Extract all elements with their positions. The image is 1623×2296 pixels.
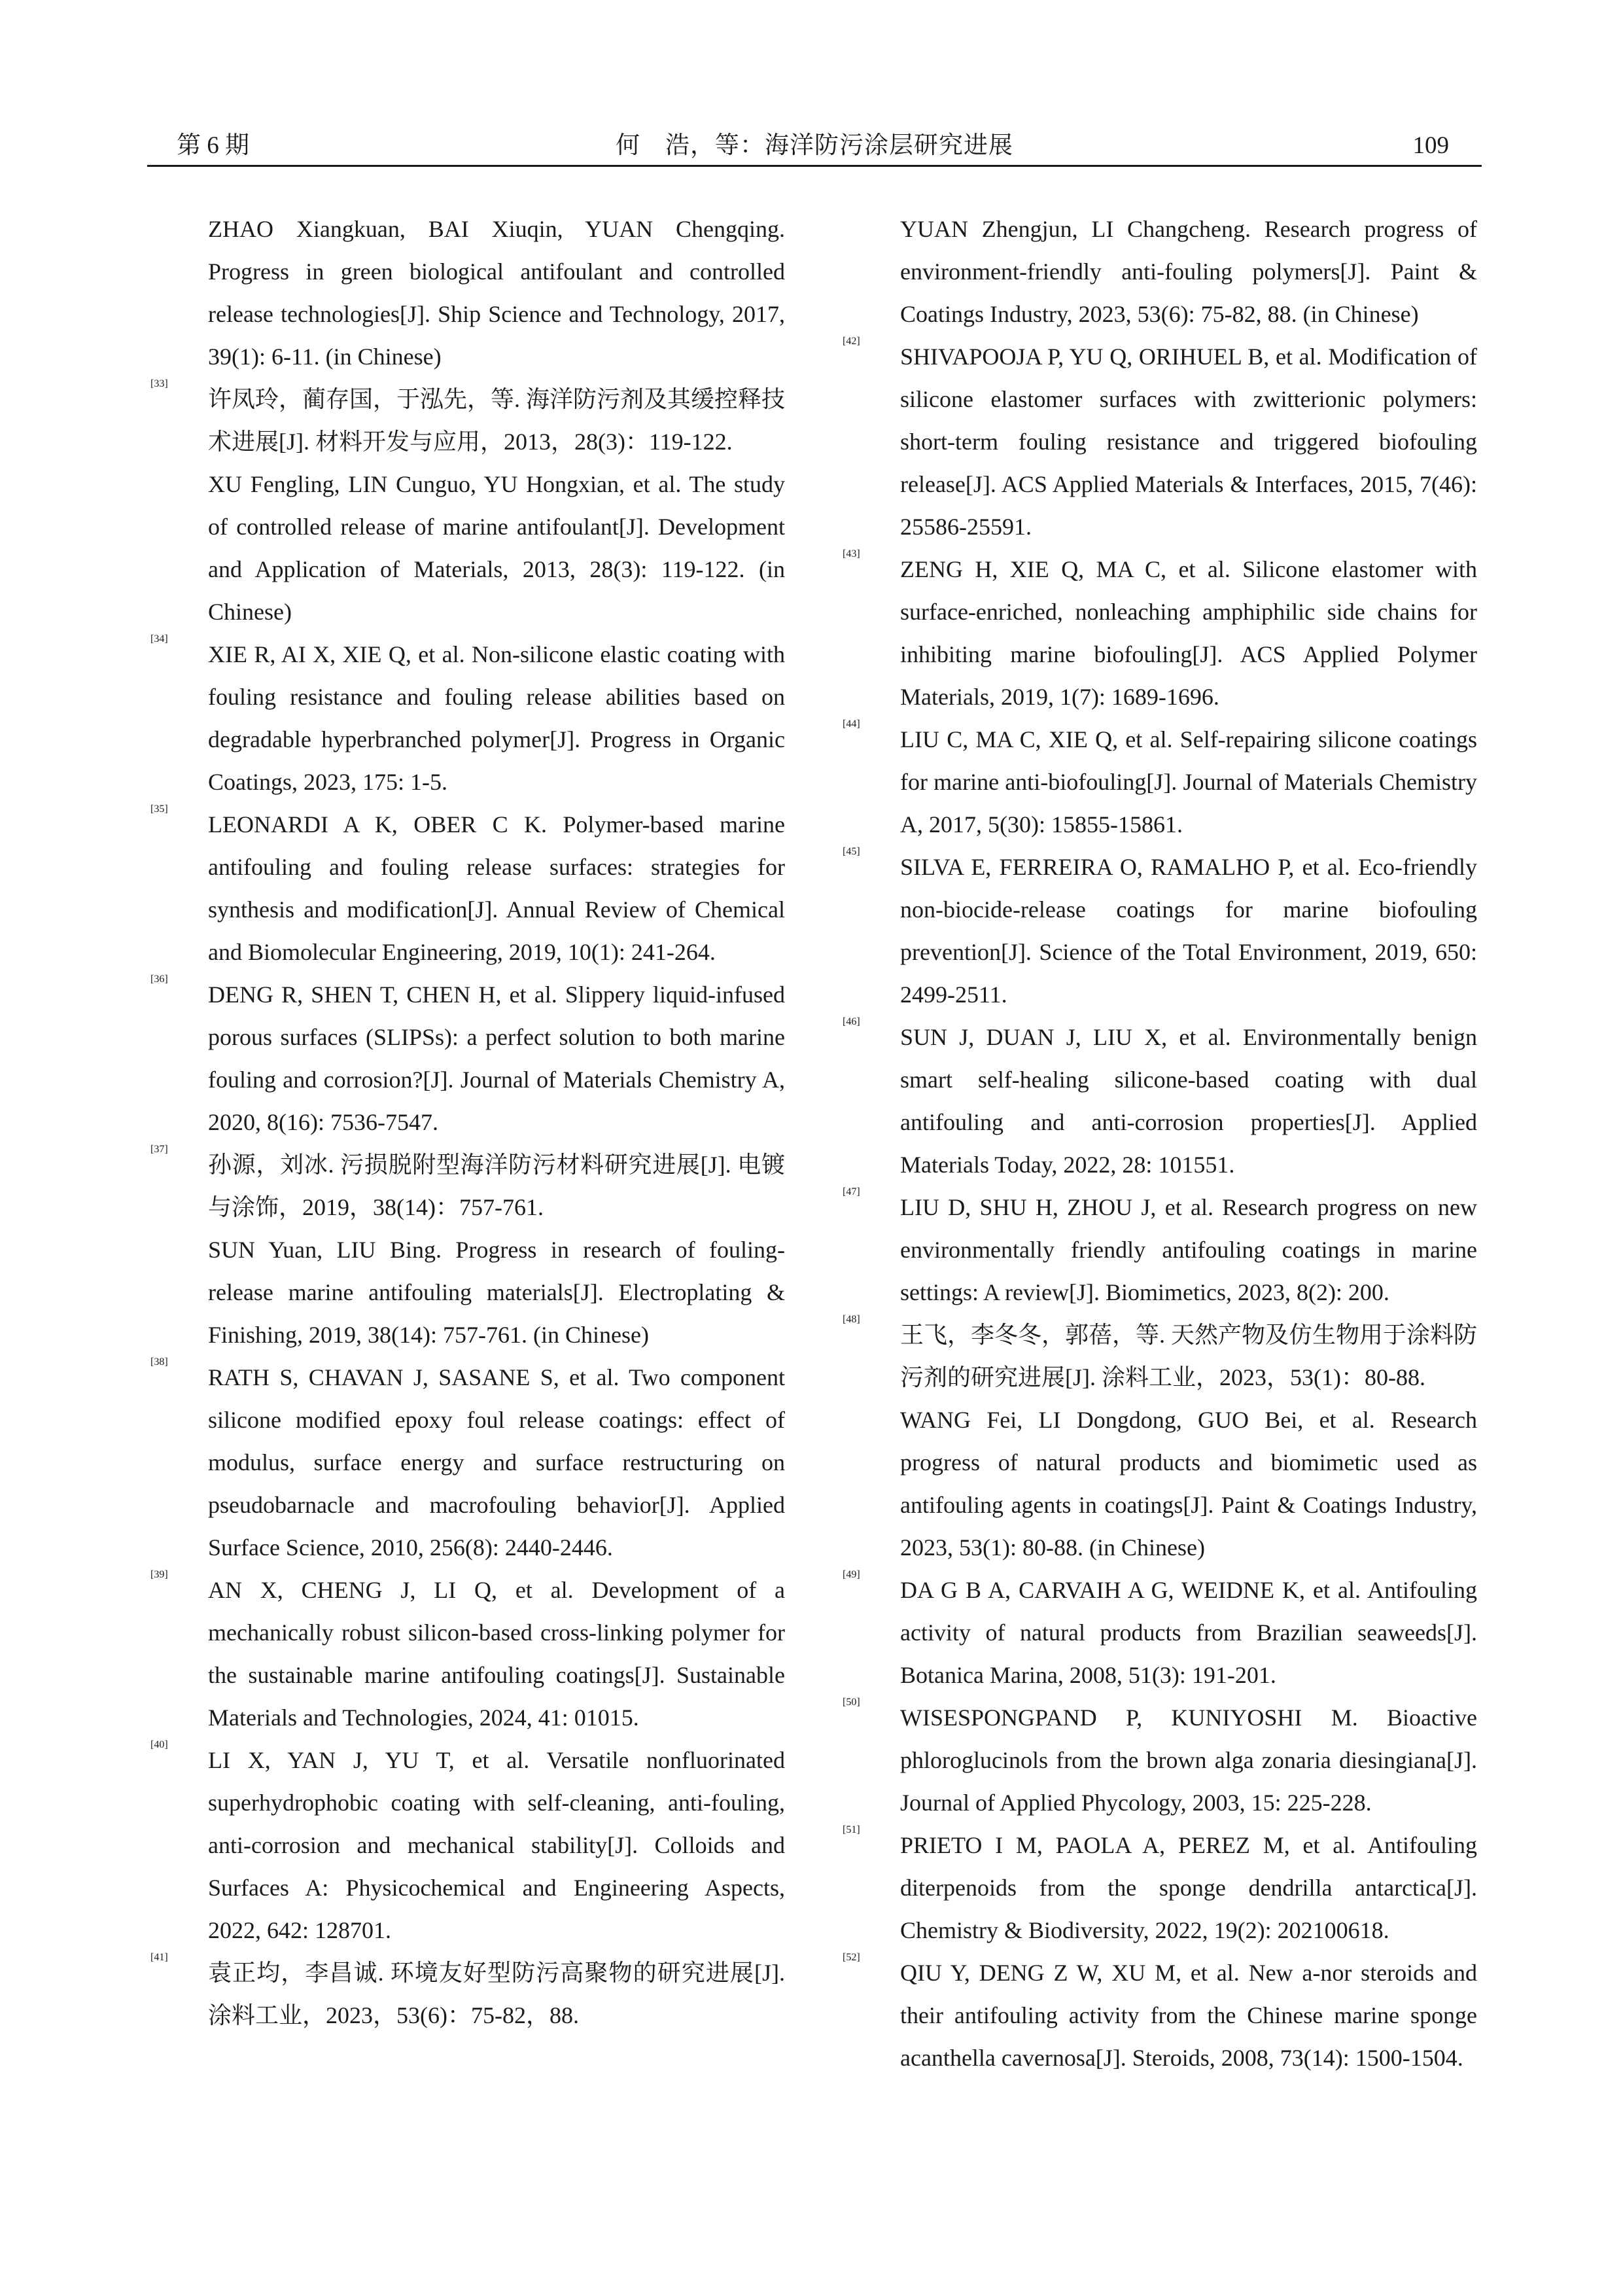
reference-item	[150, 1952, 785, 2037]
reference-text: ZHAO Xiangkuan, BAI Xiuqin, YUAN Chengqing. Progress in green biological antifoulant and controlled release technologies[J]. Ship Science and Technology, 2017, 39(1): 6-11. (in Chinese)	[208, 216, 785, 370]
reference-item	[150, 633, 785, 804]
reference-number: [51]	[843, 1824, 860, 1835]
reference-text: 袁正均，李昌诚. 环境友好型防污高聚物的研究进展[J]. 涂料工业，2023，53(6)：75-82，88.	[208, 1960, 785, 2028]
reference-text: SILVA E, FERREIRA O, RAMALHO P, et al. Eco-friendly non-biocide-release coatings for marine biofouling prevention[J]. Science of the Total Environment, 2019, 650: 2499-2511.	[900, 854, 1477, 1008]
reference-item	[150, 1569, 785, 1739]
reference-text: ZENG H, XIE Q, MA C, et al. Silicone elastomer with surface-enriched, nonleaching amphiphilic side chains for inhibiting marine biofouling[J]. ACS Applied Polymer Materials, 2019, 1(7): 1689-1696.	[900, 556, 1477, 710]
reference-text: QIU Y, DENG Z W, XU M, et al. New a-nor steroids and their antifouling activity from the Chinese marine sponge acanthella cavernosa[J]. Steroids, 2008, 73(14): 1500-1504.	[900, 1960, 1477, 2071]
reference-text: SUN J, DUAN J, LIU X, et al. Environmentally benign smart self-healing silicone-based coating with dual antifouling and anti-corrosion properties[J]. Applied Materials Today, 2022, 28: 101551.	[900, 1024, 1477, 1178]
reference-item	[843, 846, 1477, 1016]
reference-item	[150, 1356, 785, 1569]
reference-text: SHIVAPOOJA P, YU Q, ORIHUEL B, et al. Modification of silicone elastomer surfaces with zwitterionic polymers: short-term fouling resistance and triggered biofouling release[J]. ACS Applied Materials & Interfaces, 2015, 7(46): 25586-25591.	[900, 344, 1477, 540]
reference-item	[843, 208, 1477, 336]
header-rule	[147, 165, 1482, 167]
reference-item	[843, 1697, 1477, 1824]
reference-item	[150, 804, 785, 974]
reference-number: [33]	[150, 378, 168, 389]
reference-number: [50]	[843, 1697, 860, 1708]
reference-text: WISESPONGPAND P, KUNIYOSHI M. Bioactive phloroglucinols from the brown alga zonaria diesingiana[J]. Journal of Applied Phycology, 2003, 15: 225-228.	[900, 1704, 1477, 1816]
reference-number: [52]	[843, 1952, 860, 1963]
reference-item	[150, 378, 785, 633]
reference-item	[843, 1824, 1477, 1952]
reference-text: XIE R, AI X, XIE Q, et al. Non-silicone elastic coating with fouling resistance and fouling release abilities based on degradable hyperbranched polymer[J]. Progress in Organic Coatings, 2023, 175: 1-5.	[208, 641, 785, 795]
reference-text: AN X, CHENG J, LI Q, et al. Development of a mechanically robust silicon-based cross-linking polymer for the sustainable marine antifouling coatings[J]. Sustainable Materials and Technologies, 2024, 41: 01015.	[208, 1577, 785, 1731]
reference-item	[843, 336, 1477, 548]
reference-number: [42]	[843, 336, 860, 347]
reference-text: XU Fengling, LIN Cunguo, YU Hongxian, et al. The study of controlled release of marine antifoulant[J]. Development and Application of Materials, 2013, 28(3): 119-122. (in Chinese)	[208, 471, 785, 625]
reference-number: [48]	[843, 1314, 860, 1325]
reference-item	[843, 1016, 1477, 1186]
reference-text: LEONARDI A K, OBER C K. Polymer-based marine antifouling and fouling release surfaces: strategies for synthesis and modification[J]. Annual Review of Chemical and Biomolecular Engineering, 2019, 10(1): 241-264.	[208, 811, 785, 965]
reference-text: LIU D, SHU H, ZHOU J, et al. Research progress on new environmentally friendly antifouling coatings in marine settings: A review[J]. Biomimetics, 2023, 8(2): 200.	[900, 1194, 1477, 1305]
reference-item	[843, 548, 1477, 718]
reference-number: [47]	[843, 1186, 860, 1197]
reference-text: 王飞，李冬冬，郭蓓，等. 天然产物及仿生物用于涂料防污剂的研究进展[J]. 涂料工业，2023，53(1)：80-88.	[900, 1322, 1478, 1390]
reference-column-right	[843, 208, 1477, 2079]
reference-text: DENG R, SHEN T, CHEN H, et al. Slippery liquid-infused porous surfaces (SLIPSs): a perfect solution to both marine fouling and corrosion?[J]. Journal of Materials Chemistry A, 2020, 8(16): 7536-7547.	[208, 981, 785, 1135]
running-title: 何 浩，等：海洋防污涂层研究进展	[616, 132, 1013, 159]
reference-item	[150, 208, 785, 378]
reference-number: [36]	[150, 974, 168, 985]
reference-text: 许凤玲，蔺存国，于泓先，等. 海洋防污剂及其缓控释技术进展[J]. 材料开发与应用，2013，28(3)：119-122.	[208, 386, 786, 455]
reference-number: [44]	[843, 718, 860, 730]
reference-item	[843, 1314, 1477, 1569]
reference-number: [38]	[150, 1356, 168, 1368]
reference-number: [35]	[150, 804, 168, 815]
reference-item	[843, 718, 1477, 846]
reference-text: WANG Fei, LI Dongdong, GUO Bei, et al. Research progress of natural products and biomimetic used as antifouling agents in coatings[J]. Paint & Coatings Industry, 2023, 53(1): 80-88. (in Chinese)	[900, 1407, 1477, 1561]
reference-number: [40]	[150, 1739, 168, 1750]
reference-number: [34]	[150, 633, 168, 645]
reference-text: PRIETO I M, PAOLA A, PEREZ M, et al. Antifouling diterpenoids from the sponge dendrilla antarctica[J]. Chemistry & Biodiversity, 2022, 19(2): 202100618.	[900, 1832, 1477, 1943]
reference-item	[843, 1186, 1477, 1314]
reference-number: [37]	[150, 1144, 168, 1155]
reference-number: [41]	[150, 1952, 168, 1963]
reference-text: SUN Yuan, LIU Bing. Progress in research of fouling-release marine antifouling materials[J]. Electroplating & Finishing, 2019, 38(14): 757-761. (in Chinese)	[208, 1237, 785, 1348]
reference-item	[843, 1569, 1477, 1697]
reference-text: LI X, YAN J, YU T, et al. Versatile nonfluorinated superhydrophobic coating with self-cleaning, anti-fouling, anti-corrosion and mechanical stability[J]. Colloids and Surfaces A: Physicochemical and Engineering Aspects, 2022, 642: 128701.	[208, 1747, 785, 1943]
page-number: 109	[1412, 132, 1449, 159]
reference-text: RATH S, CHAVAN J, SASANE S, et al. Two component silicone modified epoxy foul release coatings: effect of modulus, surface energy and surface restructuring on pseudobarnacle and macrofouling behavior[J]. Applied Surface Science, 2010, 256(8): 2440-2446.	[208, 1364, 785, 1561]
reference-text: YUAN Zhengjun, LI Changcheng. Research progress of environment-friendly anti-fouling polymers[J]. Paint & Coatings Industry, 2023, 53(6): 75-82, 88. (in Chinese)	[900, 216, 1477, 327]
reference-item	[150, 974, 785, 1144]
reference-number: [45]	[843, 846, 860, 857]
running-header	[147, 128, 1482, 164]
reference-number: [46]	[843, 1016, 860, 1027]
reference-number: [43]	[843, 548, 860, 559]
reference-item	[843, 1952, 1477, 2079]
reference-text: DA G B A, CARVAIH A G, WEIDNE K, et al. Antifouling activity of natural products from Brazilian seaweeds[J]. Botanica Marina, 2008, 51(3): 191-201.	[900, 1577, 1477, 1688]
reference-item	[150, 1739, 785, 1952]
reference-number: [49]	[843, 1569, 860, 1580]
reference-item	[150, 1144, 785, 1356]
reference-column-left	[150, 208, 785, 2037]
reference-number: [39]	[150, 1569, 168, 1580]
reference-text: 孙源，刘冰. 污损脱附型海洋防污材料研究进展[J]. 电镀与涂饰，2019，38(14)：757-761.	[208, 1152, 785, 1220]
reference-text: LIU C, MA C, XIE Q, et al. Self-repairing silicone coatings for marine anti-biofouling[J]. Journal of Materials Chemistry A, 2017, 5(30): 15855-15861.	[900, 726, 1477, 838]
issue-number: 第 6 期	[177, 132, 249, 159]
